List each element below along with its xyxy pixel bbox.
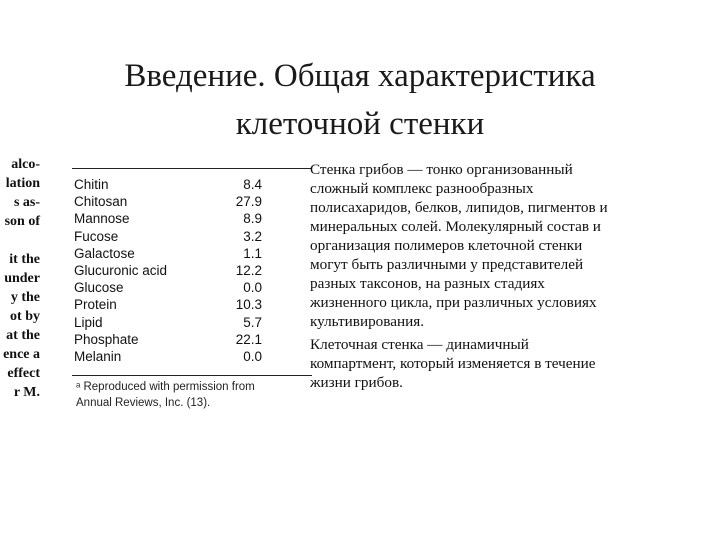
component-name: Glucuronic acid bbox=[74, 262, 168, 278]
component-name: Mannose bbox=[74, 211, 130, 227]
text-line: организация полимеров клеточной стенки bbox=[310, 237, 583, 254]
edge-fragment: it the bbox=[9, 252, 40, 267]
component-name: Fucose bbox=[74, 228, 119, 244]
table-row bbox=[74, 280, 264, 297]
edge-fragment: r M. bbox=[13, 385, 40, 400]
text-line: компартмент, который изменяется в течение bbox=[310, 355, 596, 372]
component-name: Chitosan bbox=[74, 194, 128, 210]
edge-fragment: effect bbox=[7, 366, 40, 381]
text-line: Клеточная стенка — динамичный bbox=[310, 336, 529, 353]
edge-fragment: at the bbox=[6, 328, 40, 343]
table-row bbox=[74, 263, 264, 280]
table-row bbox=[74, 332, 264, 349]
component-name: Galactose bbox=[74, 245, 135, 261]
edge-fragment: lation bbox=[5, 176, 40, 191]
text-line: сложный комплекс разнообразных bbox=[310, 180, 534, 197]
table-row bbox=[74, 315, 264, 332]
scanned-table-image bbox=[0, 155, 312, 415]
text-line: разных таксонов, на разных стадиях bbox=[310, 275, 545, 292]
table-row bbox=[74, 211, 264, 228]
text-line: жизненного цикла, при различных условиях bbox=[310, 294, 597, 311]
component-value: 8.9 bbox=[243, 211, 262, 227]
component-value: 5.7 bbox=[243, 314, 262, 330]
table-row bbox=[74, 246, 264, 263]
component-value: 0.0 bbox=[243, 280, 262, 296]
text-line: культивирования. bbox=[310, 313, 425, 330]
paragraph-cell-wall bbox=[310, 160, 708, 331]
text-line: могут быть различными у представителей bbox=[310, 256, 584, 273]
component-value: 3.2 bbox=[243, 228, 262, 244]
paragraph-dynamic bbox=[310, 335, 708, 392]
table-row bbox=[74, 349, 264, 366]
table-top-rule bbox=[72, 168, 312, 169]
component-name: Phosphate bbox=[74, 331, 139, 347]
edge-fragment: alco- bbox=[11, 157, 40, 172]
text-line: Стенка грибов — тонко организованный bbox=[310, 161, 573, 178]
footnote-line-2: Annual Reviews, Inc. (13). bbox=[76, 397, 211, 409]
edge-fragment: y the bbox=[10, 290, 40, 305]
edge-fragment: son of bbox=[4, 214, 40, 229]
text-line: полисахаридов, белков, липидов, пигментов и bbox=[310, 199, 608, 216]
table-row bbox=[74, 194, 264, 211]
composition-table bbox=[74, 177, 264, 366]
component-name: Lipid bbox=[74, 314, 103, 330]
component-value: 10.3 bbox=[235, 297, 262, 313]
component-value: 0.0 bbox=[243, 348, 262, 364]
component-name: Glucose bbox=[74, 280, 124, 296]
component-name: Melanin bbox=[74, 348, 122, 364]
text-line: жизни грибов. bbox=[310, 374, 403, 391]
edge-fragment: under bbox=[4, 271, 40, 286]
component-value: 27.9 bbox=[235, 194, 262, 210]
edge-fragment: ence a bbox=[3, 347, 40, 362]
table-row bbox=[74, 229, 264, 246]
table-row bbox=[74, 297, 264, 314]
component-value: 12.2 bbox=[235, 262, 262, 278]
cropped-text-fragments bbox=[0, 155, 42, 400]
table-row bbox=[74, 177, 264, 194]
component-name: Protein bbox=[74, 297, 117, 313]
component-value: 22.1 bbox=[235, 331, 262, 347]
text-line: минеральных солей. Молекулярный состав и bbox=[310, 218, 601, 235]
title-line-1: Введение. Общая характеристика bbox=[124, 58, 596, 94]
table-footnote bbox=[76, 379, 255, 411]
component-name: Chitin bbox=[74, 177, 109, 192]
table-bottom-rule bbox=[72, 375, 312, 376]
component-value: 1.1 bbox=[243, 245, 262, 261]
description-text bbox=[310, 160, 708, 392]
slide-title bbox=[40, 52, 680, 148]
component-value: 8.4 bbox=[243, 177, 262, 192]
edge-fragment: s as- bbox=[13, 195, 40, 210]
footnote-line-1: ᵃ Reproduced with permission from bbox=[76, 381, 255, 393]
edge-fragment: ot by bbox=[10, 309, 40, 324]
title-line-2: клеточной стенки bbox=[235, 106, 485, 142]
